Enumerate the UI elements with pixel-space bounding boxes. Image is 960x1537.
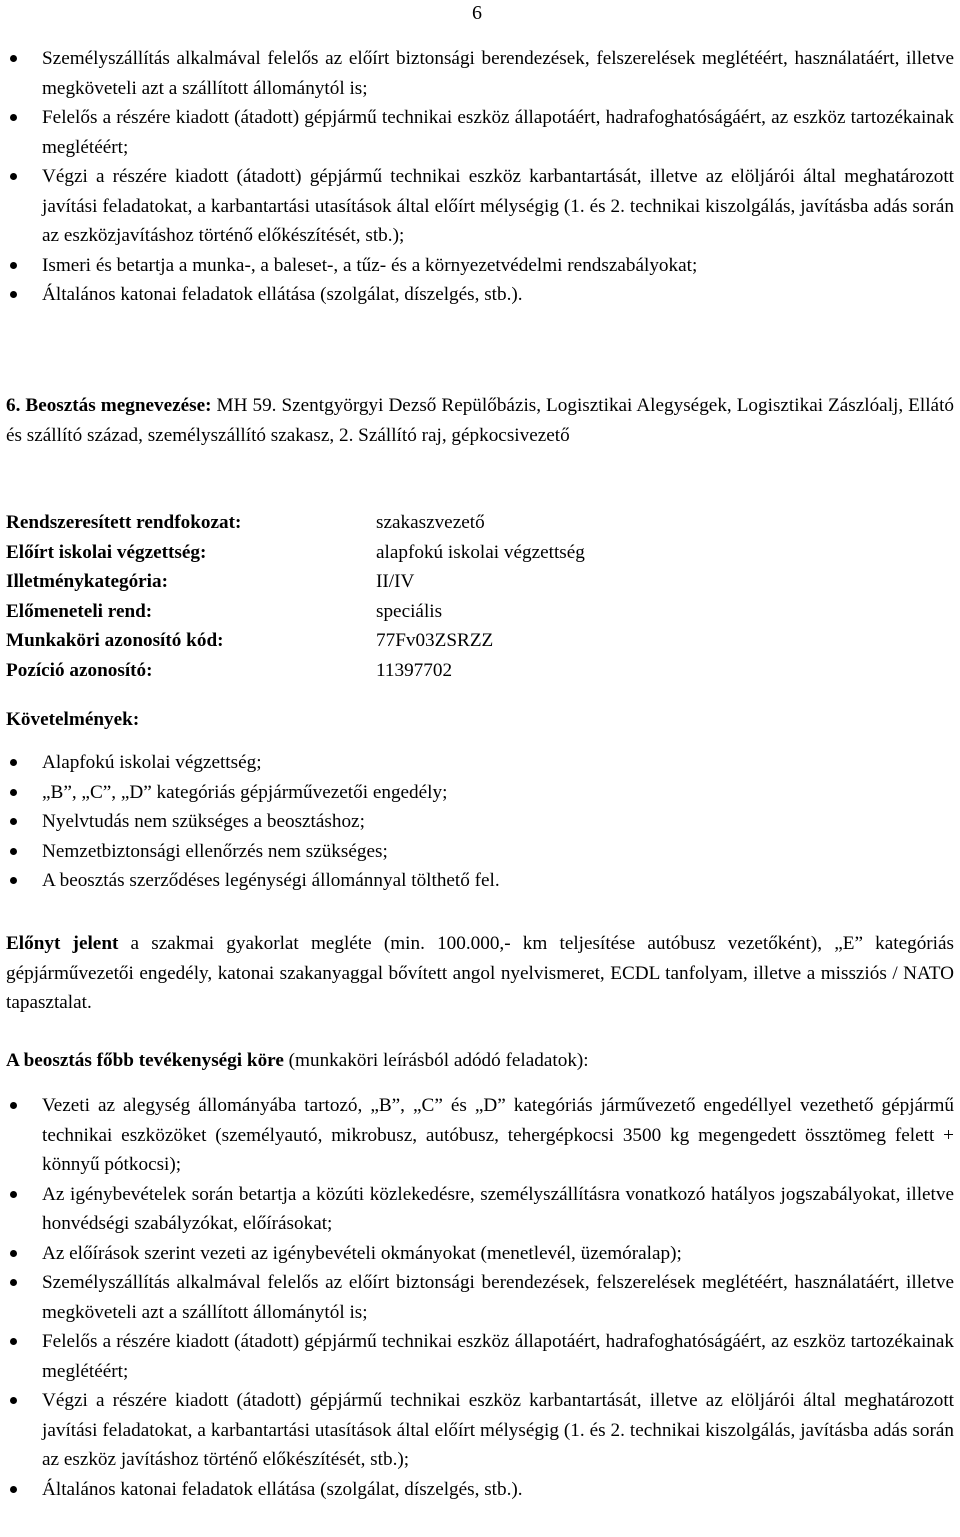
detail-label: Rendszeresített rendfokozat: [6, 512, 242, 533]
position-heading [6, 391, 954, 450]
advantage-text: a szakmai gyakorlat megléte (min. 100.000,- km teljesítése autóbusz vezetőként), „E” kategóriás gépjárművezetői engedély, katonai szakanyaggal bővített angol nyelvismeret, ECDL tanfolyam, illetve a missziós / NATO tapasztalat. [6, 933, 954, 1013]
detail-value: alapfokú iskolai végzettség [376, 541, 585, 563]
detail-row-education [6, 538, 706, 568]
detail-row-salary-category [6, 567, 706, 597]
detail-row-career [6, 597, 706, 627]
detail-value: szakaszvezető [376, 512, 485, 533]
detail-row-position-id [6, 656, 706, 686]
list-item: Vezeti az alegység állományába tartozó, „B”, „C” és „D” kategóriás járművezető engedéllyel vezethető gépjármű technikai eszközöket (személyautó, mikrobusz, autóbusz, tehergépkocsi 3500 kg megengedett össztömeg felett + könnyű pótkocsi); [6, 1091, 954, 1180]
detail-row-job-code [6, 626, 706, 656]
list-item: Személyszállítás alkalmával felelős az előírt biztonsági berendezések, felszerelések meglétéért, használatáért, illetve megköveteli azt a szállított állománytól is; [6, 44, 954, 103]
advantage-paragraph [6, 929, 954, 1018]
detail-value: speciális [376, 600, 443, 622]
detail-value: 11397702 [376, 659, 453, 681]
position-title: MH 59. Szentgyörgyi Dezső Repülőbázis, Logisztikai Alegységek, Logisztikai Zászlóalj, Ellátó és szállító század, személyszállító szakasz, 2. Szállító raj, gépkocsivezető [6, 395, 954, 446]
list-item: Nemzetbiztonsági ellenőrzés nem szükséges; [6, 837, 954, 867]
position-number-label: 6. Beosztás megnevezése: [6, 395, 212, 416]
list-item: Általános katonai feladatok ellátása (szolgálat, díszelgés, stb.). [6, 1475, 954, 1505]
list-item: A beosztás szerződéses legénységi állománnyal tölthető fel. [6, 866, 954, 896]
position-details [6, 508, 706, 685]
list-item: Általános katonai feladatok ellátása (szolgálat, díszelgés, stb.). [6, 280, 954, 310]
detail-label: Pozíció azonosító: [6, 659, 153, 681]
detail-label: Előmeneteli rend: [6, 600, 153, 622]
activities-list-container [6, 1091, 954, 1504]
list-item: Nyelvtudás nem szükséges a beosztáshoz; [6, 807, 954, 837]
top-duties-list-container [6, 44, 954, 310]
requirements-heading: Követelmények: [6, 709, 140, 730]
activities-list [6, 1091, 954, 1504]
list-item: Ismeri és betartja a munka-, a baleset-, a tűz- és a környezetvédelmi rendszabályokat; [6, 251, 954, 281]
activities-heading [6, 1046, 954, 1076]
advantage-label: Előnyt jelent [6, 933, 119, 954]
detail-label: Előírt iskolai végzettség: [6, 541, 207, 563]
list-item: Alapfokú iskolai végzettség; [6, 748, 954, 778]
detail-label: Illetménykategória: [6, 571, 168, 592]
list-item: Személyszállítás alkalmával felelős az előírt biztonsági berendezések, felszerelések meglétéért, használatáért, illetve megköveteli azt a szállított állománytól is; [6, 1268, 954, 1327]
requirements-title [6, 705, 954, 735]
list-item: Az előírások szerint vezeti az igénybevételi okmányokat (menetlevél, üzemóralap); [6, 1239, 954, 1269]
detail-label: Munkaköri azonosító kód: [6, 630, 224, 651]
detail-value: 77Fv03ZSRZZ [376, 630, 494, 651]
list-item: „B”, „C”, „D” kategóriás gépjárművezetői engedély; [6, 778, 954, 808]
page-number: 6 [472, 2, 482, 24]
list-item: Az igénybevételek során betartja a közúti közlekedésre, személyszállításra vonatkozó hatályos jogszabályokat, illetve honvédségi szabályzókat, előírásokat; [6, 1180, 954, 1239]
activities-title-bold: A beosztás főbb tevékenységi köre [6, 1050, 284, 1071]
list-item: Felelős a részére kiadott (átadott) gépjármű technikai eszköz állapotáért, hadrafoghatóságáért, az eszköz tartozékainak meglétéért; [6, 103, 954, 162]
list-item: Felelős a részére kiadott (átadott) gépjármű technikai eszköz állapotáért, hadrafoghatóságáért, az eszköz tartozékainak meglétéért; [6, 1327, 954, 1386]
list-item: Végzi a részére kiadott (átadott) gépjármű technikai eszköz karbantartását, illetve az elöljárói által meghatározott javítási feladatokat, a karbantartási utasítások által előírt mélységig (1. és 2. technikai kiszolgálás, javításba adás során az eszközjavításhoz történő előkészítését, stb.); [6, 162, 954, 251]
requirements-list [6, 748, 954, 896]
detail-value: II/IV [376, 571, 415, 592]
requirements-list-container [6, 748, 954, 896]
top-duties-list [6, 44, 954, 310]
detail-row-rank [6, 508, 706, 538]
activities-title-rest: (munkaköri leírásból adódó feladatok): [283, 1050, 589, 1071]
list-item: Végzi a részére kiadott (átadott) gépjármű technikai eszköz karbantartását, illetve az elöljárói által meghatározott javítási feladatokat, a karbantartási utasítások által előírt mélységig (1. és 2. technikai kiszolgálás, javításba adás során az eszköz javításhoz történő előkészítését, stb.); [6, 1386, 954, 1475]
